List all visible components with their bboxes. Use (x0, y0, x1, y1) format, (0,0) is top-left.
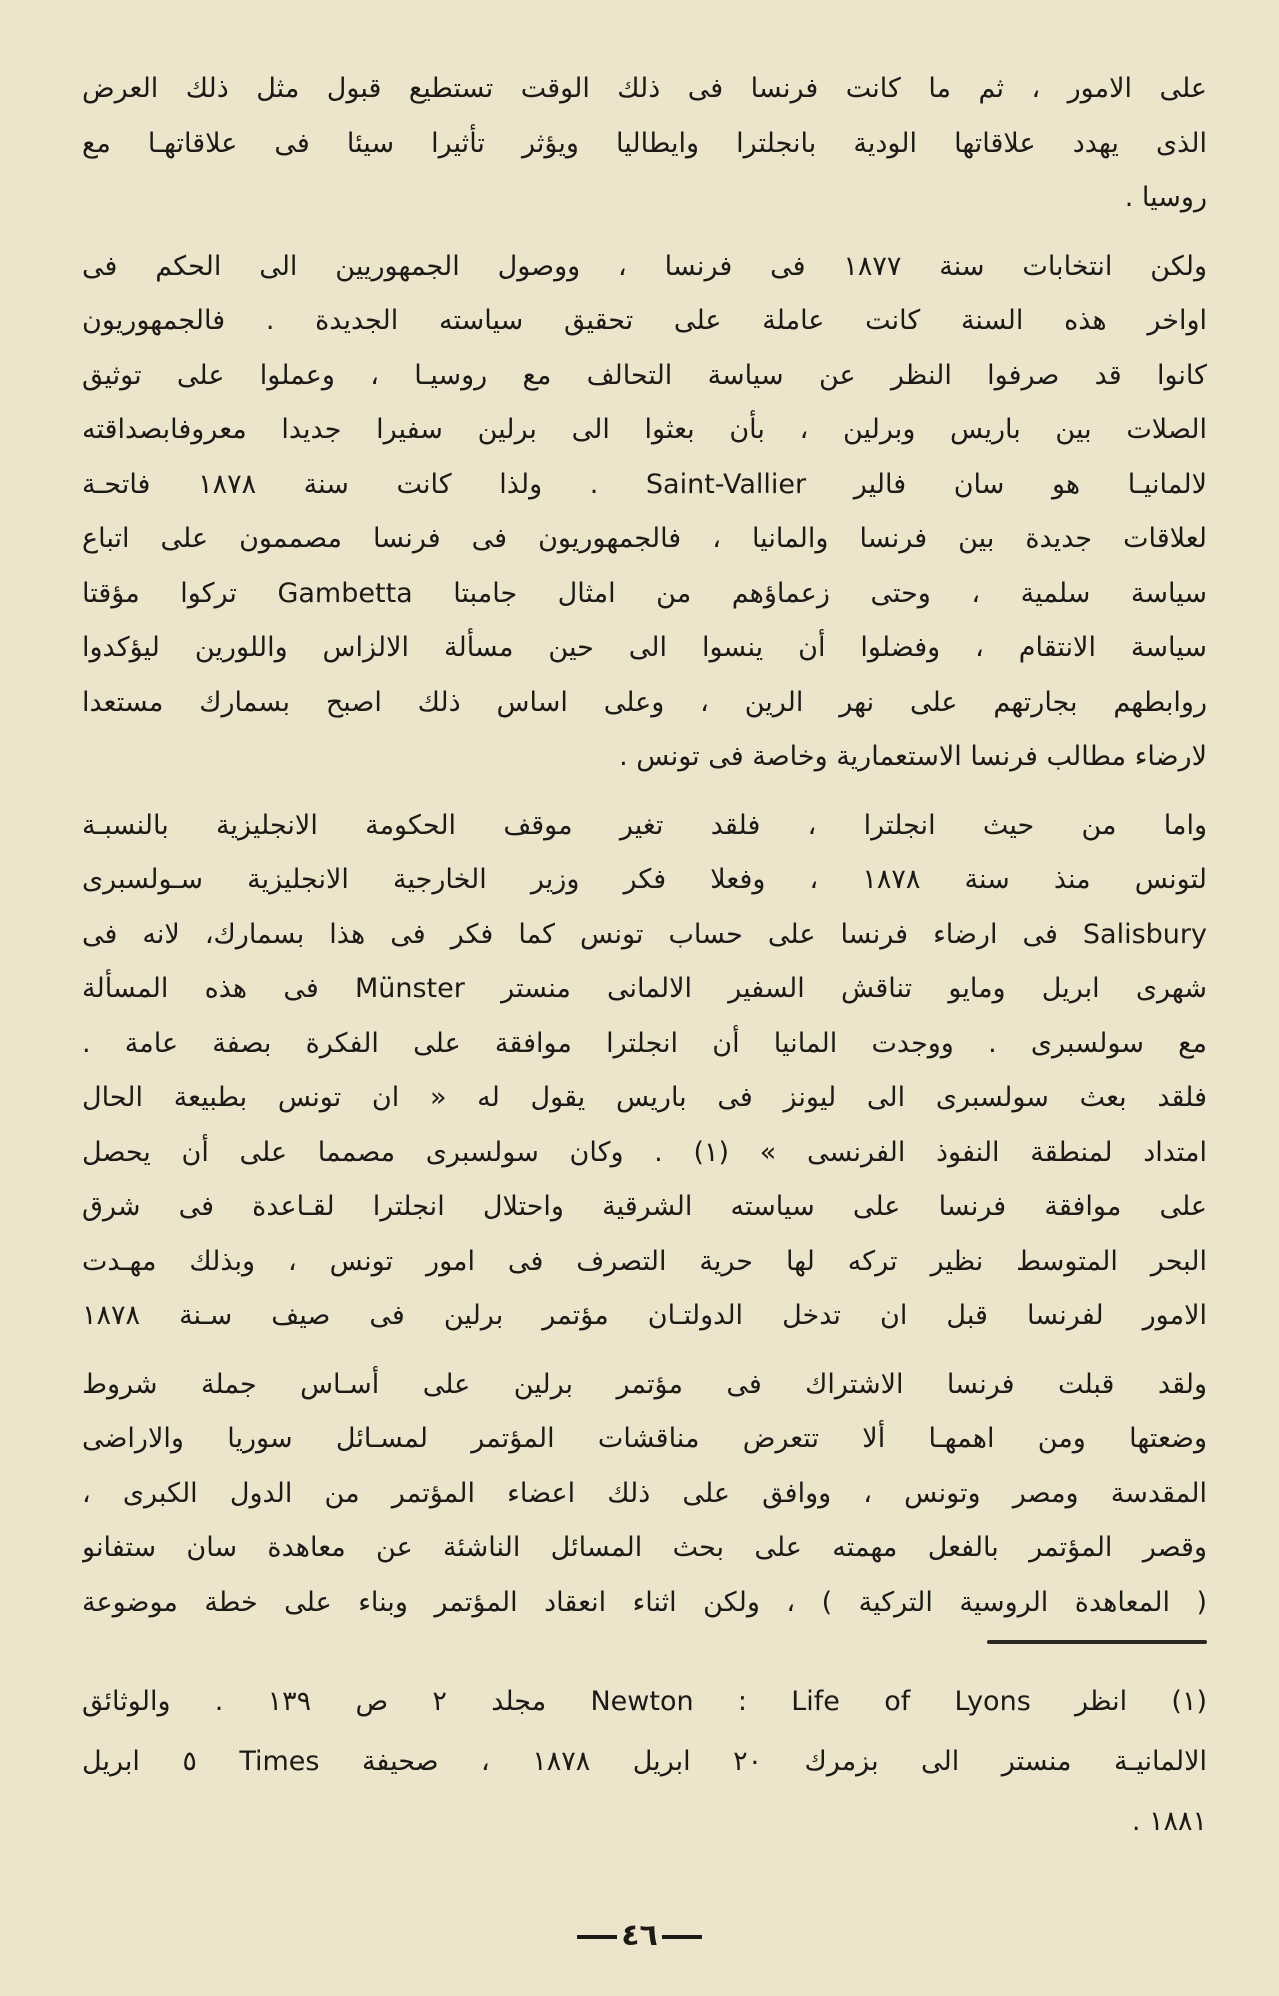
text-line: ( المعاهدة الروسية التركية ) ، ولكن اثناء انعقاد المؤتمر وبناء على خطة موضوعة (82, 1586, 1207, 1618)
text-line: كانوا قد صرفوا النظر عن سياسة التحالف مع روسيـا ، وعملوا على توثيق (82, 359, 1207, 391)
footnote-line: ١٨٨١ . (1131, 1806, 1207, 1837)
paragraph-2 (82, 240, 1207, 785)
page-number-text: ٤٦ (621, 1918, 658, 1953)
text-line: لعلاقات جديدة بين فرنسا والمانيا ، فالجمهوريون فى فرنسا مصممون على اتباع (82, 523, 1207, 554)
text-line: لتونس منذ سنة ١٨٧٨ ، وفعلا فكر وزير الخارجية الانجليزية سـولسبرى (82, 864, 1207, 895)
paragraph-3 (82, 799, 1207, 1344)
paragraph-1 (82, 62, 1207, 226)
text-line: لالمانيـا هو سان فالير Saint-Vallier . ولذا كانت سنة ١٨٧٨ فاتحـة (82, 468, 1207, 500)
text-line: امتداد لمنطقة النفوذ الفرنسى » (١) . وكان سولسبرى مصمما على أن يحصل (82, 1136, 1207, 1168)
paragraph-4 (82, 1358, 1207, 1631)
text-line: الصلات بين باريس وبرلين ، بأن بعثوا الى برلين سفيرا جديدا معروفابصداقته (82, 414, 1207, 445)
footnotes (82, 1672, 1207, 1852)
text-line: مع سولسبرى . ووجدت المانيا أن انجلترا موافقة على الفكرة بصفة عامة . (82, 1027, 1207, 1059)
text-line: واما من حيث انجلترا ، فلقد تغير موقف الحكومة الانجليزية بالنسبـة (82, 809, 1207, 841)
text-line: Salisbury فى ارضاء فرنسا على حساب تونس كما فكر فى هذا بسمارك، لانه فى (82, 918, 1207, 950)
text-line: لارضاء مطالب فرنسا الاستعمارية وخاصة فى تونس . (619, 741, 1207, 772)
text-line: روسيا . (1124, 182, 1207, 213)
text-line: الامور لفرنسا قبل ان تدخل الدولتـان مؤتمر برلين فى صيف سـنة ١٨٧٨ (82, 1300, 1207, 1331)
footnote-line: (١) انظر Newton : Life of Lyons مجلد ٢ ص ١٣٩ . والوثائق (82, 1686, 1207, 1717)
footnote-line: الالمانيـة منستر الى بزمرك ٢٠ ابريل ١٨٧٨ ، صحيفة Times ٥ ابريل (82, 1746, 1207, 1777)
text-line: وقصر المؤتمر بالفعل مهمته على بحث المسائل الناشئة عن معاهدة سان ستفانو (82, 1532, 1207, 1563)
dash-decoration (662, 1935, 702, 1939)
text-line: على موافقة فرنسا على سياسته الشرقية واحتلال انجلترا لقـاعدة فى شرق (82, 1191, 1207, 1222)
text-line: البحر المتوسط نظير تركه لها حرية التصرف فى امور تونس ، وبذلك مهـدت (82, 1245, 1207, 1277)
text-line: فلقد بعث سولسبرى الى ليونز فى باريس يقول له « ان تونس بطبيعة الحال (82, 1082, 1207, 1113)
text-line: وضعتها ومن اهمهـا ألا تتعرض مناقشات المؤتمر لمسـائل سوريا والاراضى (82, 1423, 1207, 1454)
text-line: ولكن انتخابات سنة ١٨٧٧ فى فرنسا ، ووصول الجمهوريين الى الحكم فى (82, 250, 1207, 282)
text-line: سياسة سلمية ، وحتى زعماؤهم من امثال جامبتا Gambetta تركوا مؤقتا (82, 577, 1207, 609)
text-line: شهرى ابريل ومايو تناقش السفير الالمانى منستر Münster فى هذه المسألة (82, 973, 1207, 1004)
footnote-separator (987, 1640, 1207, 1644)
text-line: اواخر هذه السنة كانت عاملة على تحقيق سياسته الجديدة . فالجمهوريون (82, 305, 1207, 336)
dash-decoration (577, 1935, 617, 1939)
text-line: على الامور ، ثم ما كانت فرنسا فى ذلك الوقت تستطيع قبول مثل ذلك العرض (82, 73, 1207, 104)
page-body (82, 62, 1207, 1644)
text-line: ولقد قبلت فرنسا الاشتراك فى مؤتمر برلين على أسـاس جملة شروط (82, 1368, 1207, 1400)
text-line: روابطهم بجارتهم على نهر الرين ، وعلى اساس ذلك اصبح بسمارك مستعدا (82, 686, 1207, 718)
page-number (0, 1918, 1279, 1953)
text-line: الذى يهدد علاقاتها الودية بانجلترا وايطاليا ويؤثر تأثيرا سيئا فى علاقاتهـا مع (82, 127, 1207, 159)
text-line: المقدسة ومصر وتونس ، ووافق على ذلك اعضاء المؤتمر من الدول الكبرى ، (82, 1477, 1207, 1509)
text-line: سياسة الانتقام ، وفضلوا أن ينسوا الى حين مسألة الالزاس واللورين ليؤكدوا (82, 632, 1207, 663)
